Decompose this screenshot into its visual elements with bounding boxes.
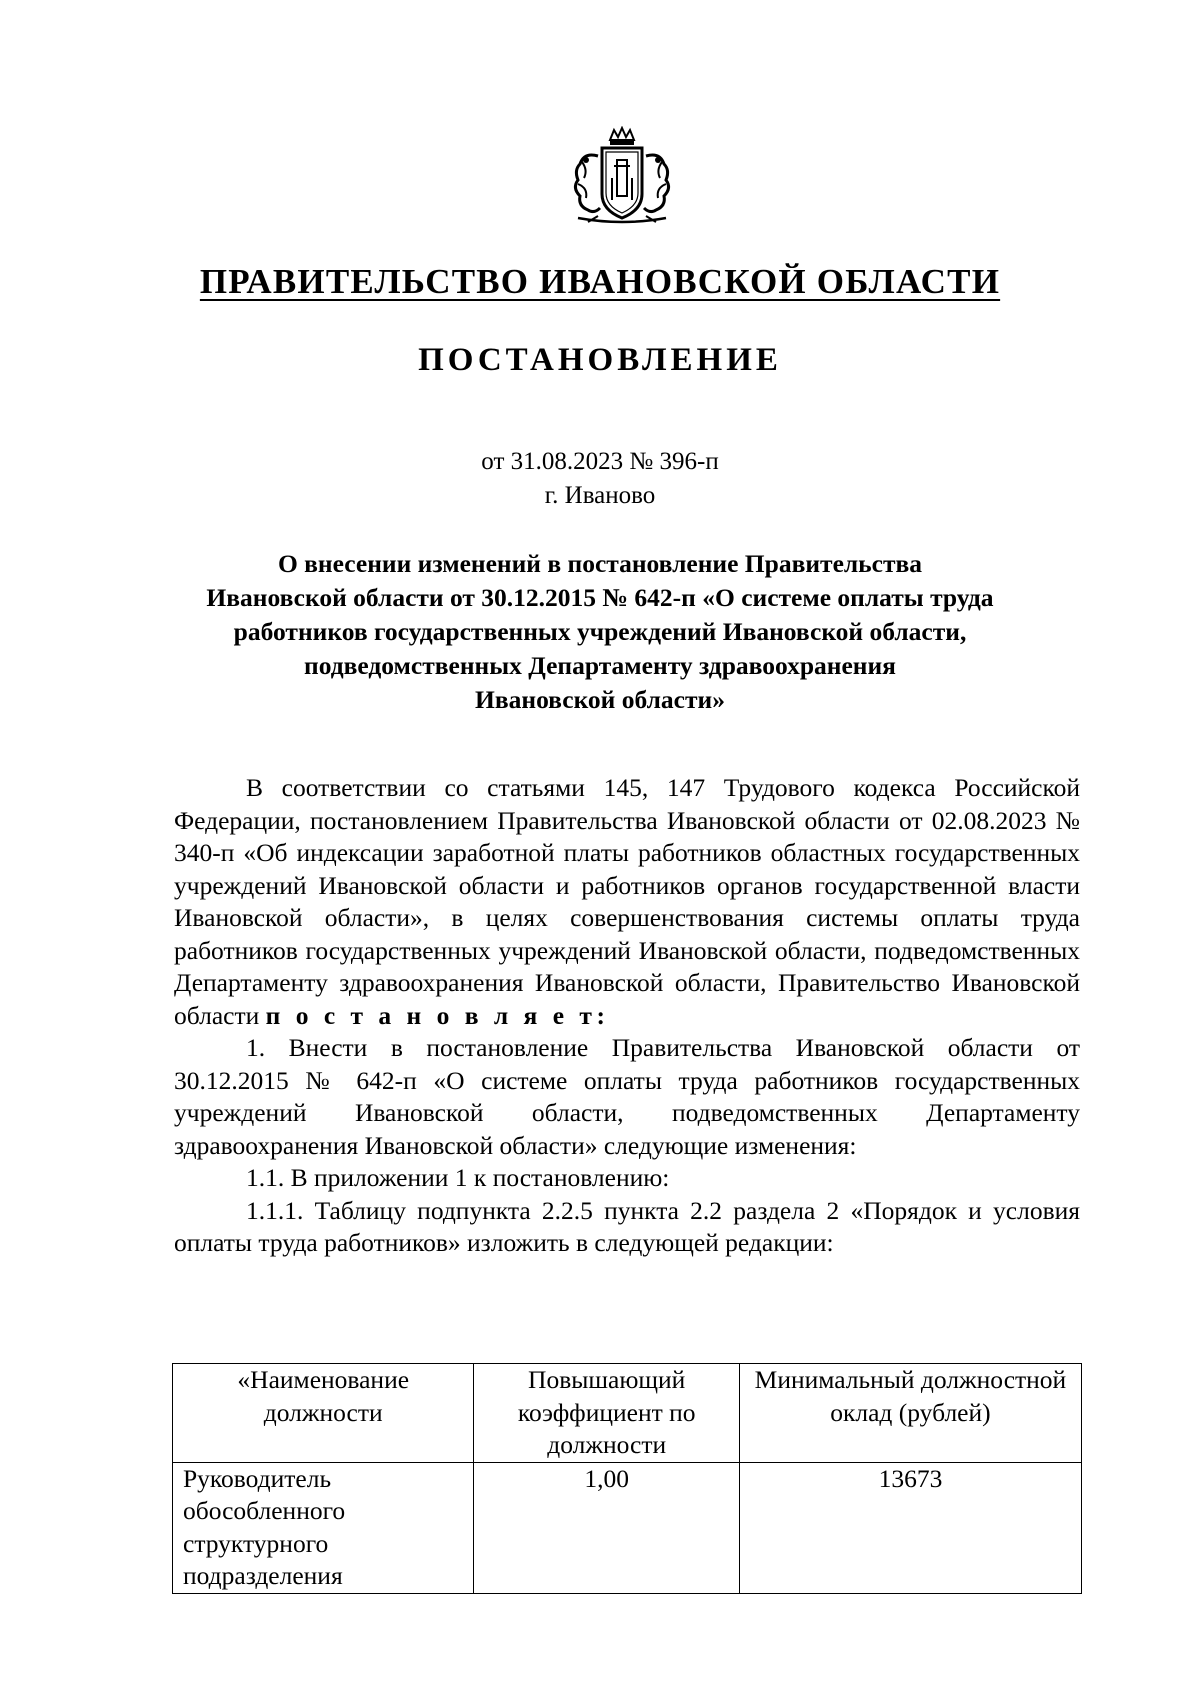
subject-line: Ивановской области от 30.12.2015 № 642-п «О системе оплаты труда	[206, 583, 994, 612]
table-header-cell: «Наименование должности	[173, 1364, 474, 1463]
preamble-text: В соответствии со статьями 145, 147 Трудового кодекса Российской Федерации, постановлением Правительства Ивановской области от 02.08.2023 № 340-п «Об индексации заработной платы работников областных государственных учреждений Ивановской области и работников органов государственной власти Ивановской области», в целях совершенствования системы оплаты труда работников государственных учреждений Ивановской области, подведомственных Департаменту здравоохранения Ивановской области, Правительство Ивановской области	[174, 773, 1080, 1030]
organization-title: ПРАВИТЕЛЬСТВО ИВАНОВСКОЙ ОБЛАСТИ	[199, 262, 1001, 301]
document-city: г. Иваново	[544, 482, 656, 509]
decree-word: п о с т а н о в л я е т:	[265, 1000, 610, 1030]
document-date-number: от 31.08.2023 № 396-п	[481, 448, 719, 475]
table-cell-coefficient: 1,00	[474, 1462, 739, 1593]
table-cell-salary: 13673	[739, 1462, 1081, 1593]
subject-line: Ивановской области»	[475, 685, 725, 714]
document-body	[174, 772, 1080, 1260]
document-type: ПОСТАНОВЛЕНИЕ	[418, 342, 782, 378]
table-header-cell: Повышающий коэффициент по должности	[474, 1364, 739, 1463]
table-header-row	[173, 1364, 1082, 1463]
table-header-cell: Минимальный должностной оклад (рублей)	[739, 1364, 1081, 1463]
item-1-1-1-paragraph: 1.1.1. Таблицу подпункта 2.2.5 пункта 2.2 раздела 2 «Порядок и условия оплаты труда работников» изложить в следующей редакции:	[174, 1195, 1080, 1257]
item-1-paragraph: 1. Внести в постановление Правительства Ивановской области от 30.12.2015 № 642-п «О системе оплаты труда работников государственных учреждений Ивановской области, подведомственных Департаменту здравоохранения Ивановской области» следующие изменения:	[174, 1033, 1080, 1160]
salary-table	[172, 1363, 1082, 1594]
coat-of-arms-icon	[558, 126, 686, 228]
subject-line: подведомственных Департаменту здравоохранения	[304, 651, 896, 680]
subject-line: О внесении изменений в постановление Правительства	[277, 549, 923, 578]
table-row	[173, 1462, 1082, 1593]
document-subject	[150, 547, 1050, 717]
preamble-paragraph	[174, 772, 1080, 1032]
item-1-1-paragraph: 1.1. В приложении 1 к постановлению:	[246, 1163, 670, 1192]
table-cell-position: Руководитель обособленного структурного подразделения	[173, 1462, 474, 1593]
subject-line: работников государственных учреждений Ивановской области,	[233, 617, 967, 646]
